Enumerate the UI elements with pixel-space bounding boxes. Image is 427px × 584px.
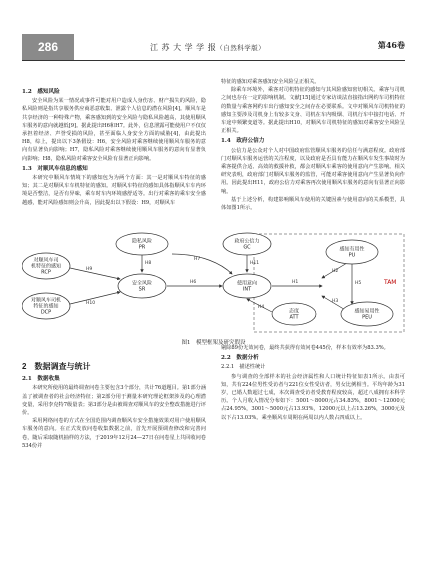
node-tam: TAM xyxy=(384,279,397,286)
node-pr: 隐私风险 PR xyxy=(131,238,153,251)
paragraph: 本研究中顺风车情境下的感知包为为两个方面：其一是对顺风车特征的感知；其二是对顺风车车机特征的感知。对顺风车特征的感知具体指顺风车车内环境是否整洁，是否有异味，乘车时车内环境感舒适等。出行对乘客的乘车安全感越感，能对风险感知则会升高，因此提出以下假设：H9，对顺风车 xyxy=(22,175,206,206)
node-pu: 感知有用性 PU xyxy=(339,246,365,259)
hyp-label-h9: H9 xyxy=(86,267,93,272)
hyp-label-h5: H5 xyxy=(355,281,362,286)
node-rcp: 对顺风车司机特征的感知 RCP xyxy=(30,257,62,276)
figure-caption: 图1 模型框架及研究假设 xyxy=(181,340,246,346)
hyp-label-h2: H2 xyxy=(332,269,339,274)
hyp-label-h7: H7 xyxy=(194,257,201,262)
section-heading: 1.3 对顺风车信息的感知 xyxy=(22,165,88,172)
right-column-top xyxy=(221,78,405,212)
subsection-heading: 2.1 数据收集 xyxy=(22,376,60,383)
left-column-top xyxy=(22,86,206,207)
paragraph: 除乘车环境外，乘客对司机特征的感知与其风险感知密切相关。乘客与司机之间也存在一定的影响机制。文献[15]通过专家访谈法直接指出网约车司机特征的数量与乘客网约车出行感知安全之间存在必要联系。文中对顺风车司机特征的感知主要涉及司机身上有较多文身、司机在车内吸烟、司机行车中接打电话、开车途中频繁变道等。据此提出H10，对顺风车司机特征的感知对乘客安全风险呈正相关。 xyxy=(221,87,405,135)
page-number: 286 xyxy=(22,34,74,60)
paragraph: 采用网络问卷的方式在全国范围内调查顺风车安全措施效果对用户使用顺风车服务的意向。在正式发放问卷收集数据之前，首先开展预调查修改和完善问卷，随后采取随机抽样的方法，于2019年12月24—27日在问卷星上共回收问卷534份并 xyxy=(22,418,206,449)
right-column-bottom xyxy=(221,344,405,422)
paragraph: 公信力是公众对个人对中国政府监管顺风车服务的信任与满意程度。政府部门对顺风车服务运营的关注程度，以及政府是否具有能力在顺风车发生事故时为乘客提供合适、高效的救援补救，都会对顺风车乘客的使用意向产生影响。相关研究表明，政府部门对顺风车服务的监管，可能对乘客使用意向产生显著负向作用。因此提出H11，政府公信力对乘客再次使用顺风车服务的意向有显著正向影响。 xyxy=(221,147,405,195)
left-column-bottom xyxy=(22,357,206,450)
paragraph: 剔除89份无效问卷，最终共获得有效问卷445份，样本有效率为83.3%。 xyxy=(221,345,389,351)
hyp-label-h10: H10 xyxy=(86,301,96,306)
paragraph: 特征的感知对乘客感知安全风险呈正相关。 xyxy=(221,79,320,85)
volume-label: 第46卷 xyxy=(377,40,405,50)
hyp-label-h4: H4 xyxy=(258,305,265,310)
node-dcp: 对顺风车司机特征的感知 DCP xyxy=(30,297,62,316)
paragraph: 参与调查的全部样本的社会经济属性和人口统计特征如表1所示。由表可知，共有224位男性受访者与221位女性受访者，男女比例相当。平均年龄为31岁，已婚人数超过七成，本次调查受访者受教育程度较高，超过八成拥有本科学历。个人月收入情况分布如下：5001～8000元占34.83%，8001～12000元占24.95%，3001～5000元占13.93%，12000元以上占13.26%，3000元及以下占13.03%。乘坐顺风车周期在两周以内人数占四成以上。 xyxy=(221,373,405,421)
node-gc: 政府公信力 GC xyxy=(234,238,260,251)
node-att: 态度 ATT xyxy=(288,308,300,321)
section-heading: 1.2 感知风险 xyxy=(22,89,60,95)
model-diagram xyxy=(22,224,405,336)
hyp-label-h11: H11 xyxy=(250,261,260,266)
section-heading: 1.4 政府公信力 xyxy=(221,138,265,145)
model-nodes xyxy=(22,233,396,326)
section-heading: 2 数据调查与统计 xyxy=(22,362,91,371)
subsection-heading: 2.2 数据分析 xyxy=(221,355,259,362)
subsubsection-heading: 2.2.1 描述性统计 xyxy=(221,364,266,371)
hyp-label-h1: H1 xyxy=(292,280,299,285)
paragraph: 本研究所使用的最终调查问卷主要包含3个部分，共计76道题目。第1部分涵盖了被调查者的社会经济特征；第2部分用于测量本研究理论框架涉及的心理潜变量，采用李克特7级量表；第3部分是由被调查对顺风车的安全整改措施进行评价。 xyxy=(22,385,207,417)
journal-title xyxy=(150,42,265,53)
page-header xyxy=(0,0,427,62)
journal-subtitle: （自然科学版） xyxy=(216,44,266,52)
hyp-label-h6: H6 xyxy=(190,280,197,285)
hyp-label-h3: H3 xyxy=(332,299,339,304)
node-peu: 感知易用性 PEU xyxy=(354,308,380,321)
paragraph: 安全风险为某一情况或事件可能对用户造成人身伤害、财产损失的风险，隐私风险则是指共享服务供应商恶意收集、泄露个人信息的潜在风险[4]。顺风车是共享经济的一种特殊产物，乘客感知到的安全风险与隐私风险越高，其使用顺风车服务的意向就越低[9]。据此提出H6和H7。此外，信息泄露可能使用户不仅仅承担着经济、声誉受损的风险，甚至面临人身安全方面的威胁[4]，由此提出H8，综上，提出以下3条假设：H6，安全风险对乘客继续使用顺风车服务的意向有显著负向影响；H7，隐私风险对乘客继续使用顺风车服务的意向有显著负向影响；H8，隐私风险对乘客安全风险有显著正向影响。 xyxy=(22,98,206,162)
model-figure xyxy=(22,224,405,346)
node-inten: 使用意向 INT xyxy=(236,280,258,293)
paragraph: 基于上述分析，构建影响顺风车使用的关键因素与使用意向的关系模型，具体如图1所示。 xyxy=(221,196,405,212)
journal-name: 江 苏 大 学 学 报 xyxy=(150,43,217,52)
header-rule xyxy=(22,60,405,61)
node-sr: 安全风险 SR xyxy=(131,280,153,293)
hyp-label-h8: H8 xyxy=(145,261,152,266)
